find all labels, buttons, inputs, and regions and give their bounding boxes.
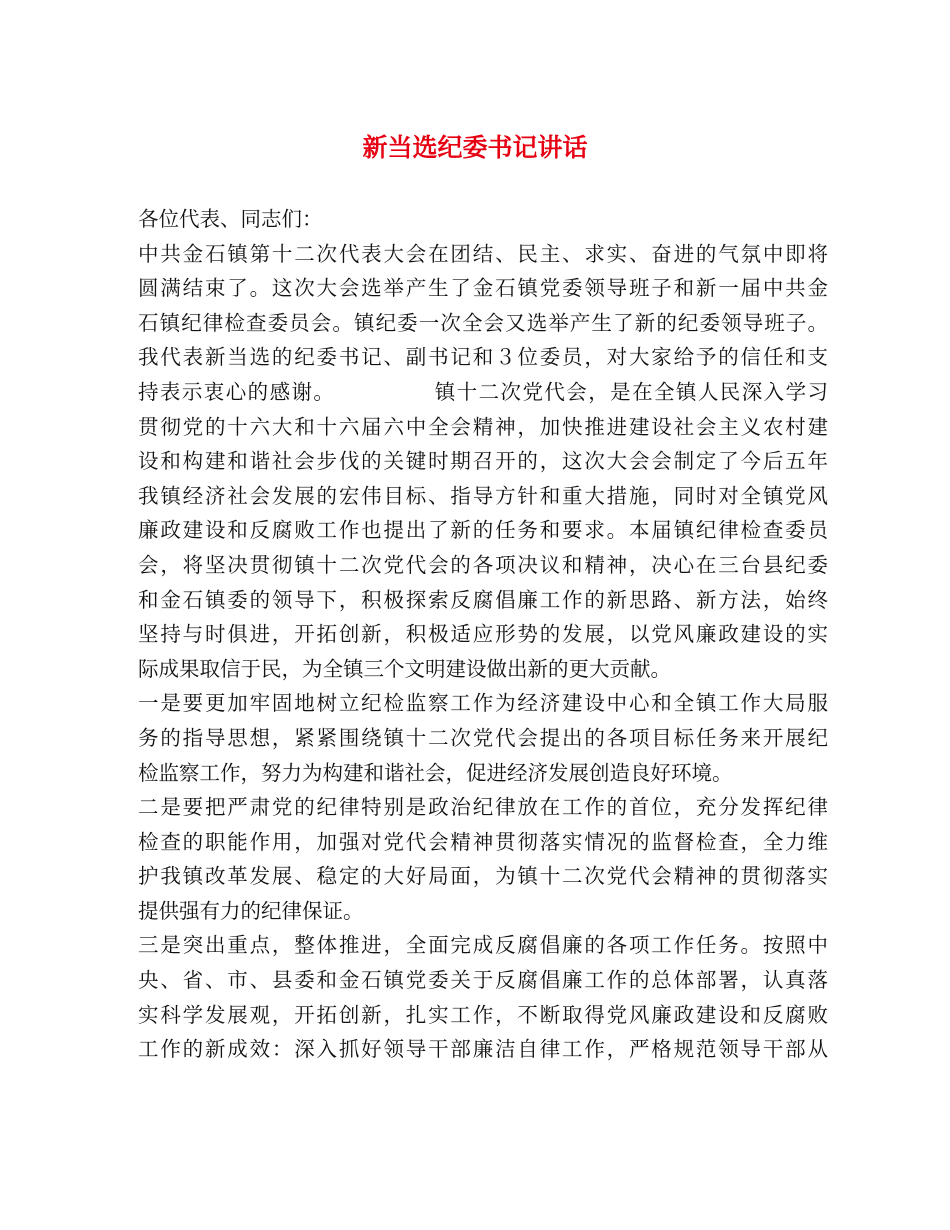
paragraph-line: 一是要更加牢固地树立纪检监察工作为经济建设中心和全镇工作大局服	[138, 691, 828, 716]
document-title: 新当选纪委书记讲话	[362, 133, 588, 162]
paragraph-line: 检查的职能作用，加强对党代会精神贯彻落实情况的监督检查，全力维	[138, 829, 828, 854]
salutation-line: 各位代表、同志们：	[138, 207, 323, 231]
paragraph-line: 工作的新成效：深入抓好领导干部廉洁自律工作，严格规范领导干部从	[138, 1037, 828, 1062]
paragraph-line: 实科学发展观，开拓创新，扎实工作，不断取得党风廉政建设和反腐败	[138, 1002, 828, 1027]
paragraph-line: 坚持与时俱进，开拓创新，积极适应形势的发展，以党风廉政建设的实	[138, 622, 828, 647]
paragraph-line: 廉政建设和反腐败工作也提出了新的任务和要求。本届镇纪律检查委员	[138, 518, 828, 543]
paragraph-line: 二是要把严肃党的纪律特别是政治纪律放在工作的首位，充分发挥纪律	[138, 795, 828, 820]
paragraph-line: 石镇纪律检查委员会。镇纪委一次全会又选举产生了新的纪委领导班子。	[138, 310, 828, 335]
paragraph-line: 设和构建和谐社会步伐的关键时期召开的，这次大会会制定了今后五年	[138, 449, 828, 474]
paragraph-line: 中共金石镇第十二次代表大会在团结、民主、求实、奋进的气氛中即将	[138, 241, 828, 266]
paragraph-line: 际成果取信于民，为全镇三个文明建设做出新的更大贡献。	[138, 656, 671, 681]
paragraph-line: 我代表新当选的纪委书记、副书记和３位委员，对大家给予的信任和支	[138, 345, 828, 370]
paragraph-line: 持表示衷心的感谢。 镇十二次党代会，是在全镇人民深入学习	[138, 379, 828, 404]
paragraph-line: 提供强有力的纪律保证。	[138, 898, 364, 923]
paragraph-line: 和金石镇委的领导下，积极探索反腐倡廉工作的新思路、新方法，始终	[138, 587, 828, 612]
paragraph-line: 央、省、市、县委和金石镇党委关于反腐倡廉工作的总体部署，认真落	[138, 968, 828, 993]
paragraph-line: 会，将坚决贯彻镇十二次党代会的各项决议和精神，决心在三台县纪委	[138, 552, 828, 577]
paragraph-line: 贯彻党的十六大和十六届六中全会精神，加快推进建设社会主义农村建	[138, 414, 828, 439]
paragraph-line: 务的指导思想，紧紧围绕镇十二次党代会提出的各项目标任务来开展纪	[138, 725, 828, 750]
document-body	[138, 202, 828, 1067]
paragraph-line: 检监察工作，努力为构建和谐社会，促进经济发展创造良好环境。	[138, 760, 733, 785]
paragraph-line: 护我镇改革发展、稳定的大好局面，为镇十二次党代会精神的贯彻落实	[138, 864, 828, 889]
paragraph-line: 圆满结束了。这次大会选举产生了金石镇党委领导班子和新一届中共金	[138, 276, 828, 301]
paragraph-line: 我镇经济社会发展的宏伟目标、指导方针和重大措施，同时对全镇党风	[138, 483, 828, 508]
paragraph-line: 三是突出重点，整体推进，全面完成反腐倡廉的各项工作任务。按照中	[138, 933, 828, 958]
